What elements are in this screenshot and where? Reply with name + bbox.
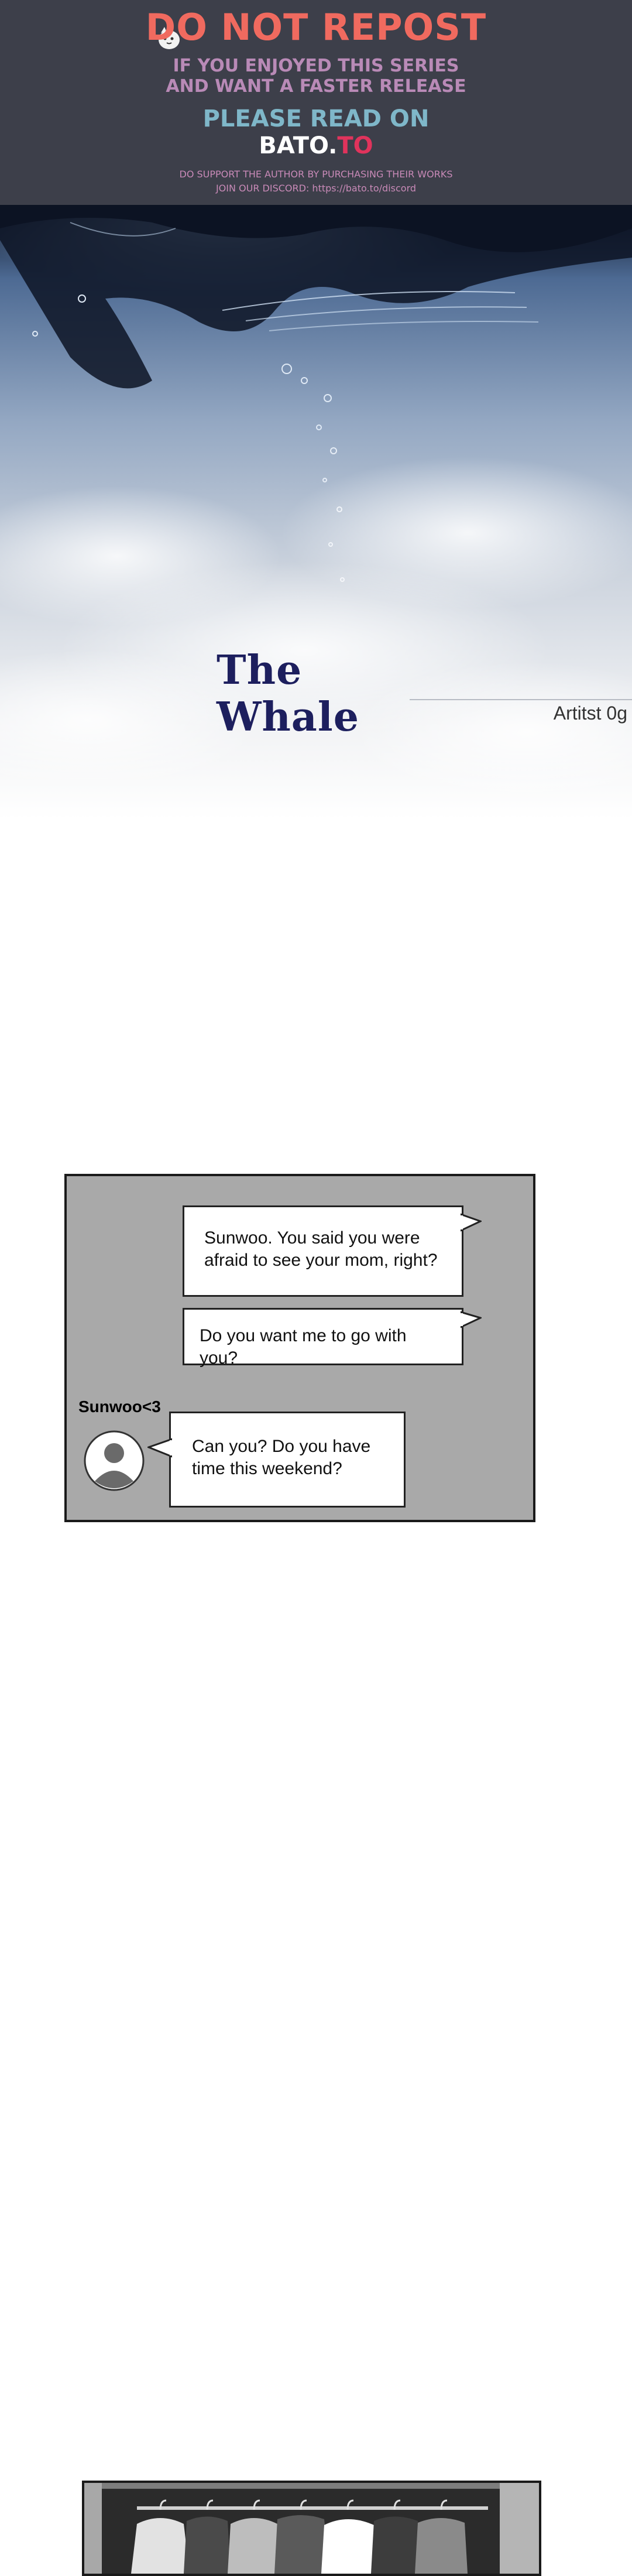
bubble-tail — [461, 1311, 482, 1332]
sender-name: Sunwoo<3 — [78, 1397, 161, 1416]
banner-line-2: AND WANT A FASTER RELEASE — [166, 76, 466, 97]
sent-message-text: Do you want me to go with you? — [200, 1326, 407, 1368]
site-name: BATO. — [259, 132, 338, 159]
site-tld: TO — [337, 132, 373, 159]
bubble-tail — [147, 1437, 172, 1460]
avatar — [83, 1430, 145, 1492]
received-message-bubble — [169, 1412, 406, 1508]
banner-read-on: PLEASE READ ON — [202, 105, 430, 132]
repost-warning-banner — [0, 0, 632, 205]
received-message-text: Can you? Do you have time this weekend? — [192, 1437, 371, 1478]
banner-title: DO NOT REPOST — [145, 6, 487, 49]
sent-message-bubble — [183, 1308, 463, 1368]
chat-message-panel — [64, 1174, 535, 1522]
sent-message-bubble — [183, 1205, 463, 1297]
title-divider — [410, 699, 632, 700]
closet-panel-illustration — [82, 2481, 541, 2576]
artist-credit: Artitst 0g — [553, 703, 627, 724]
banner-site-link[interactable] — [0, 132, 632, 159]
banner-line-1: IF YOU ENJOYED THIS SERIES — [173, 56, 459, 76]
banner-support-text: DO SUPPORT THE AUTHOR BY PURCHASING THEIR WORKS — [179, 169, 453, 180]
comic-title: The Whale — [217, 647, 359, 741]
sent-message-text: Sunwoo. You said you were afraid to see your mom, right? — [204, 1228, 438, 1270]
bubble-tail — [461, 1213, 482, 1234]
banner-discord-link[interactable]: JOIN OUR DISCORD: https://bato.to/discord — [215, 183, 417, 194]
closet-drawing — [84, 2483, 539, 2574]
